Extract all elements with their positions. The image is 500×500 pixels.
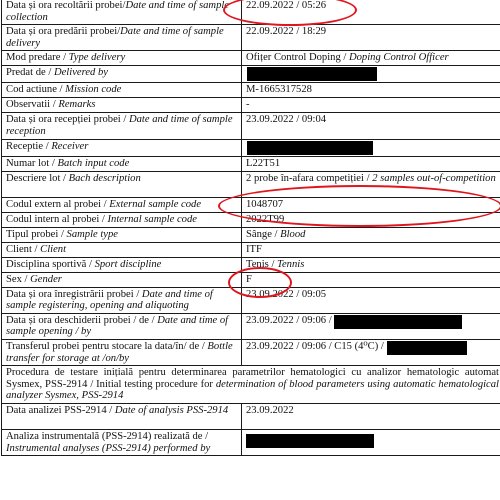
field-value <box>242 257 500 272</box>
field-label <box>2 287 242 313</box>
table-row <box>2 272 500 287</box>
table-row <box>2 98 500 113</box>
table-row <box>2 139 500 156</box>
table-row <box>2 430 500 456</box>
label-ro: Receptie / <box>6 140 52 152</box>
label-ro: Data și ora deschiderii probei / de / <box>6 314 158 326</box>
value-text: - <box>246 99 250 111</box>
value-text: F <box>246 273 252 285</box>
field-value <box>242 197 500 212</box>
value-text: M-1665317528 <box>246 84 312 96</box>
field-value <box>242 404 500 430</box>
table-row <box>2 257 500 272</box>
label-en: Instrumental analyses (PSS-2914) performed by <box>6 442 211 454</box>
label-ro: Predat de / <box>6 67 54 79</box>
label-en: Delivered by <box>53 67 108 79</box>
field-label <box>2 257 242 272</box>
label-ro: Disciplina sportivă / <box>6 258 95 270</box>
field-label <box>2 98 242 113</box>
label-ro: Codul extern al probei / <box>6 198 110 210</box>
redaction-bar <box>387 341 467 355</box>
field-value <box>242 430 500 456</box>
label-en: Bottle transfer for storage at /on/by <box>6 340 233 364</box>
value-en: Tennis <box>277 258 305 270</box>
field-value <box>242 339 500 365</box>
field-value <box>242 242 500 257</box>
table-row <box>2 242 500 257</box>
label-ro: Observatii / <box>6 99 59 111</box>
field-label <box>2 0 242 25</box>
value-ro: 2 probe în-afara competiției / <box>246 172 373 184</box>
label-en: Date and time of sample delivery <box>6 26 224 49</box>
label-ro: Descriere lot / <box>6 172 69 184</box>
field-value <box>242 25 500 51</box>
redaction-bar <box>246 434 374 448</box>
table-row <box>2 212 500 227</box>
redaction-bar <box>334 315 462 329</box>
value-text: 23.09.2022 / 09:06 / <box>246 314 335 326</box>
field-label <box>2 339 242 365</box>
value-text: 23.09.2022 <box>246 405 294 417</box>
field-value <box>242 139 500 156</box>
redaction-bar <box>247 67 377 81</box>
field-label <box>2 51 242 66</box>
label-ro: Client / <box>6 243 41 255</box>
field-value <box>242 66 500 83</box>
label-ro: Transferul probei pentru stocare la data/în/ de / <box>6 340 208 352</box>
table-row <box>2 313 500 339</box>
field-value <box>242 0 500 25</box>
label-en: Internal sample code <box>107 213 197 225</box>
label-ro: Data și ora predării probei/ <box>6 26 121 38</box>
label-ro: Tipul probei / <box>6 228 67 240</box>
table-row <box>2 197 500 212</box>
table-row <box>2 227 500 242</box>
field-label <box>2 212 242 227</box>
value-text: 23.09.2022 / 09:06 / C15 (4⁰C) / <box>246 340 387 352</box>
table-row <box>2 171 500 197</box>
field-value <box>242 113 500 139</box>
field-value <box>242 51 500 66</box>
field-value <box>242 98 500 113</box>
field-label <box>2 404 242 430</box>
field-value <box>242 227 500 242</box>
field-label <box>2 25 242 51</box>
value-text: ITF <box>246 243 262 255</box>
field-label <box>2 66 242 83</box>
redaction-bar <box>247 141 373 155</box>
label-en: Remarks <box>58 99 96 111</box>
sample-info-table <box>1 0 500 456</box>
label-en: Type delivery <box>68 52 126 64</box>
doping-control-document <box>1 0 497 456</box>
value-text: 1048707 <box>246 198 284 210</box>
table-row <box>2 51 500 66</box>
field-label <box>2 83 242 98</box>
field-value <box>242 313 500 339</box>
field-label <box>2 197 242 212</box>
label-en: Date and time of sample collection <box>6 0 230 23</box>
field-label <box>2 156 242 171</box>
label-ro: Analiza instrumentală (PSS-2914) realizată de / <box>6 431 209 443</box>
field-value <box>242 272 500 287</box>
field-value <box>242 83 500 98</box>
table-row <box>2 404 500 430</box>
label-en: Sample type <box>66 228 119 240</box>
label-en: Bach description <box>68 172 141 184</box>
label-ro: Numar lot / <box>6 157 58 169</box>
table-row <box>2 66 500 83</box>
label-en: Gender <box>30 273 62 285</box>
label-en: Date of analysis PSS-2914 <box>114 405 229 417</box>
label-en: External sample code <box>109 198 202 210</box>
label-en: Client <box>40 243 67 255</box>
value-ro: Sânge / <box>246 228 281 240</box>
value-ro: Ofițer Control Doping / <box>246 52 349 64</box>
label-ro: Data și ora recoltării probei/ <box>6 0 126 11</box>
label-ro: Data analizei PSS-2914 / <box>6 405 115 417</box>
table-row <box>2 25 500 51</box>
field-label <box>2 430 242 456</box>
value-en: 2 samples out-of-competition <box>372 172 496 184</box>
label-en: Receiver <box>51 140 89 152</box>
value-text: 2022T99 <box>246 213 285 225</box>
field-label <box>2 113 242 139</box>
procedure-en: determination of blood parameters using automatic hematological analyzer Sysmex, PSS-2914 <box>6 378 499 401</box>
procedure-row <box>2 366 500 404</box>
procedure-text <box>2 366 500 404</box>
field-label <box>2 227 242 242</box>
field-label <box>2 272 242 287</box>
table-row <box>2 83 500 98</box>
procedure-ro: Procedura de testare inițială pentru determinarea parametrilor hematologici cu analizor hematologic automat Sysmex, PSS-2914 / Initial testing procedure for <box>6 367 499 390</box>
value-text: 23.09.2022 / 09:05 <box>246 288 327 300</box>
label-ro: Mod predare / <box>6 52 69 64</box>
value-en: Blood <box>280 228 306 240</box>
value-text: 22.09.2022 / 05:26 <box>246 0 327 11</box>
label-ro: Cod actiune / <box>6 84 66 96</box>
table-row <box>2 0 500 25</box>
table-row <box>2 287 500 313</box>
label-en: Sport discipline <box>94 258 162 270</box>
table-row <box>2 339 500 365</box>
label-ro: Sex / <box>6 273 31 285</box>
label-ro: Data și ora recepției probei / <box>6 114 129 126</box>
field-value <box>242 171 500 197</box>
field-label <box>2 171 242 197</box>
field-value <box>242 156 500 171</box>
label-ro: Codul intern al probei / <box>6 213 108 225</box>
label-ro: Data și ora înregistrării probei / <box>6 288 142 300</box>
sample-info-body <box>2 0 500 456</box>
table-row <box>2 113 500 139</box>
value-en: Doping Control Officer <box>348 52 449 64</box>
label-en: Batch input code <box>57 157 130 169</box>
table-row <box>2 156 500 171</box>
label-en: Date and time of sample reception <box>6 114 233 137</box>
label-en: Date and time of sample registering, opening and aliquoting <box>6 288 213 312</box>
value-text: 22.09.2022 / 18:29 <box>246 26 327 38</box>
field-value <box>242 212 500 227</box>
value-text: L22T51 <box>246 157 281 169</box>
field-label <box>2 242 242 257</box>
value-ro: Tenis / <box>246 258 278 270</box>
field-value <box>242 287 500 313</box>
label-en: Mission code <box>65 84 122 96</box>
value-text: 23.09.2022 / 09:04 <box>246 114 327 126</box>
field-label <box>2 313 242 339</box>
label-en: Date and time of sample opening / by <box>6 314 229 338</box>
field-label <box>2 139 242 156</box>
